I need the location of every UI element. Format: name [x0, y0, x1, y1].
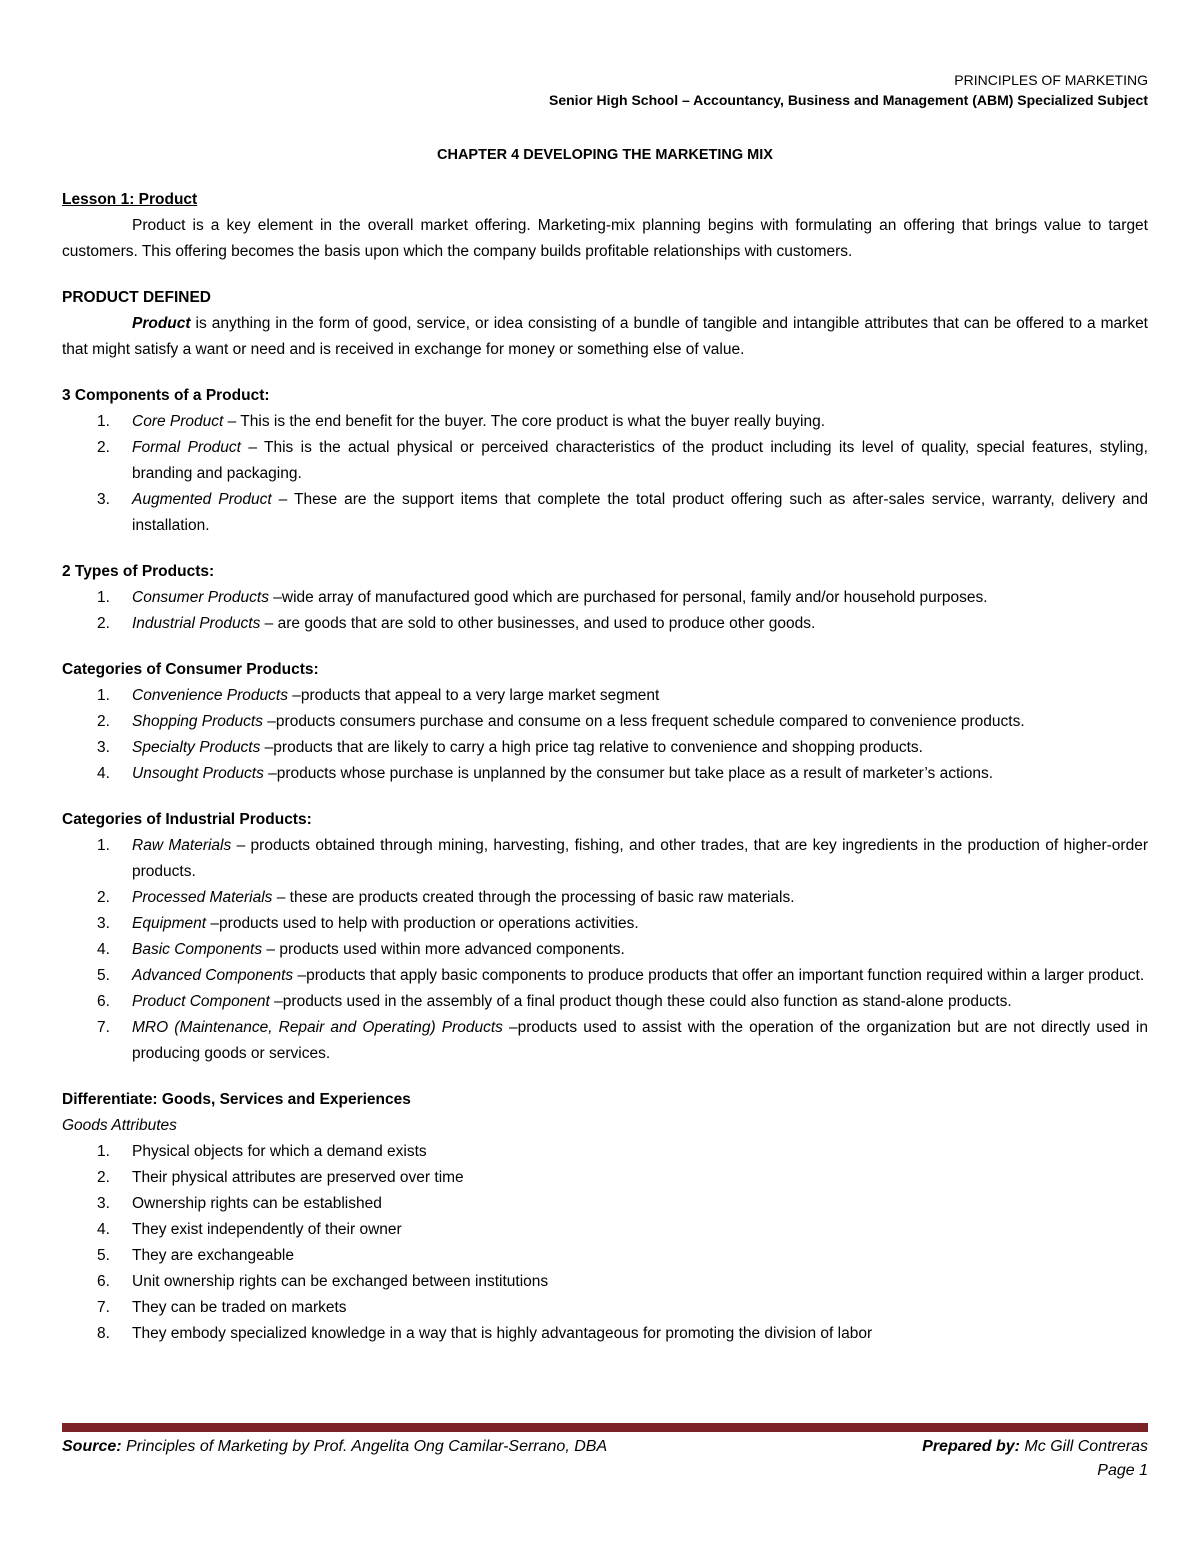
list-item-number: 4.: [97, 765, 110, 782]
list-item: [62, 585, 1148, 611]
types-heading: 2 Types of Products:: [62, 563, 215, 580]
list-item: [62, 1321, 1148, 1347]
prepared-label: Prepared by:: [922, 1438, 1020, 1455]
list-item-text: They are exchangeable: [132, 1247, 295, 1264]
goods-attributes-list: [62, 1139, 1148, 1347]
list-item-number: 8.: [97, 1325, 110, 1342]
list-item-term: Augmented Product: [132, 491, 272, 508]
list-item: [62, 1139, 1148, 1165]
list-item-text: – products obtained through mining, harvesting, fishing, and other trades, that are key ingredients in the production of higher-order products.: [132, 837, 1148, 880]
list-item: [62, 937, 1148, 963]
list-item: [62, 1243, 1148, 1269]
list-item-text: – these are products created through the processing of basic raw materials.: [272, 889, 795, 906]
list-item-text: –products used to assist with the operation of the organization but are not directly used in producing goods or services.: [132, 1019, 1148, 1062]
list-item-number: 3.: [97, 739, 110, 756]
list-item: [62, 963, 1148, 989]
footer-source: [62, 1435, 607, 1459]
list-item-term: Equipment: [132, 915, 207, 932]
industrial-categories-list: [62, 833, 1148, 1067]
page-number: Page 1: [1097, 1462, 1148, 1479]
list-item-text: Their physical attributes are preserved over time: [132, 1169, 464, 1186]
list-item-number: 4.: [97, 941, 110, 958]
header-strand: Senior High School – Accountancy, Business and Management (ABM) Specialized Subject: [549, 92, 1148, 108]
product-defined-heading: PRODUCT DEFINED: [62, 289, 211, 306]
list-item-number: 1.: [97, 687, 110, 704]
list-item-number: 7.: [97, 1299, 110, 1316]
list-item-number: 7.: [97, 1019, 110, 1036]
list-item-number: 6.: [97, 993, 110, 1010]
list-item-number: 6.: [97, 1273, 110, 1290]
list-item-number: 1.: [97, 589, 110, 606]
industrial-categories-heading: Categories of Industrial Products:: [62, 811, 312, 828]
list-item: [62, 885, 1148, 911]
list-item-term: Formal Product: [132, 439, 241, 456]
list-item: [62, 1269, 1148, 1295]
document-body: [62, 187, 1148, 1347]
differentiate-heading: Differentiate: Goods, Services and Experiences: [62, 1091, 411, 1108]
list-item: [62, 735, 1148, 761]
list-item: [62, 611, 1148, 637]
list-item: [62, 683, 1148, 709]
list-item-text: They exist independently of their owner: [132, 1221, 402, 1238]
consumer-categories-list: [62, 683, 1148, 787]
list-item-text: –products that are likely to carry a high price tag relative to convenience and shopping products.: [260, 739, 923, 756]
list-item-text: –products whose purchase is unplanned by the consumer but take place as a result of marketer’s actions.: [263, 765, 994, 782]
list-item-text: – This is the actual physical or perceived characteristics of the product including its level of quality, special features, styling, branding and packaging.: [132, 439, 1148, 482]
list-item-number: 5.: [97, 1247, 110, 1264]
list-item-number: 5.: [97, 967, 110, 984]
list-item-text: – products used within more advanced components.: [262, 941, 625, 958]
list-item: [62, 911, 1148, 937]
list-item-number: 1.: [97, 413, 110, 430]
header-subject: PRINCIPLES OF MARKETING: [954, 72, 1148, 88]
lesson-intro: Product is a key element in the overall market offering. Marketing-mix planning begins with formulating an offering that brings value to target customers. This offering becomes the basis upon which the company builds profitable relationships with customers.: [62, 217, 1148, 260]
footer-prepared-by: [922, 1435, 1148, 1459]
list-item-term: Processed Materials: [132, 889, 273, 906]
list-item: [62, 487, 1148, 539]
list-item: [62, 435, 1148, 487]
lesson-heading: Lesson 1: Product: [62, 191, 198, 208]
components-list: [62, 409, 1148, 539]
list-item-term: Convenience Products: [132, 687, 288, 704]
list-item-text: They embody specialized knowledge in a way that is highly advantageous for promoting the division of labor: [132, 1325, 873, 1342]
chapter-title: CHAPTER 4 DEVELOPING THE MARKETING MIX: [437, 147, 773, 163]
list-item-term: Specialty Products: [132, 739, 261, 756]
list-item-text: –wide array of manufactured good which are purchased for personal, family and/or household purposes.: [268, 589, 988, 606]
list-item-number: 2.: [97, 439, 110, 456]
list-item-term: Shopping Products: [132, 713, 263, 730]
prepared-text: Mc Gill Contreras: [1019, 1438, 1148, 1455]
list-item-number: 2.: [97, 889, 110, 906]
list-item-term: Advanced Components: [132, 967, 294, 984]
list-item-number: 3.: [97, 915, 110, 932]
product-term: Product: [132, 315, 191, 332]
list-item-number: 1.: [97, 837, 110, 854]
list-item-text: –products that apply basic components to produce products that offer an important function required within a larger product.: [293, 967, 1145, 984]
list-item-term: Consumer Products: [132, 589, 269, 606]
list-item-text: Physical objects for which a demand exists: [132, 1143, 427, 1160]
list-item-text: Unit ownership rights can be exchanged between institutions: [132, 1273, 549, 1290]
product-definition-text: is anything in the form of good, service, or idea consisting of a bundle of tangible and intangible attributes that can be offered to a market that might satisfy a want or need and is received in exchange for money or something else of value.: [62, 315, 1148, 358]
list-item-term: Core Product: [132, 413, 224, 430]
list-item-text: – These are the support items that complete the total product offering such as after-sales service, warranty, delivery and installation.: [132, 491, 1148, 534]
footer-rule: [62, 1423, 1148, 1432]
list-item-text: –products that appeal to a very large market segment: [287, 687, 660, 704]
list-item-term: Basic Components: [132, 941, 263, 958]
list-item-number: 4.: [97, 1221, 110, 1238]
list-item: [62, 1015, 1148, 1067]
list-item-term: Unsought Products: [132, 765, 264, 782]
list-item: [62, 1165, 1148, 1191]
list-item-text: –products used in the assembly of a final product though these could also function as stand-alone products.: [269, 993, 1012, 1010]
list-item: [62, 989, 1148, 1015]
list-item-text: – This is the end benefit for the buyer. The core product is what the buyer really buying.: [223, 413, 826, 430]
list-item: [62, 833, 1148, 885]
list-item-number: 1.: [97, 1143, 110, 1160]
source-text: Principles of Marketing by Prof. Angelita Ong Camilar-Serrano, DBA: [121, 1438, 608, 1455]
list-item-number: 2.: [97, 615, 110, 632]
goods-attributes-subheading: Goods Attributes: [62, 1117, 177, 1134]
list-item-number: 2.: [97, 1169, 110, 1186]
components-heading: 3 Components of a Product:: [62, 387, 270, 404]
list-item: [62, 409, 1148, 435]
source-label: Source:: [62, 1438, 122, 1455]
product-definition: [62, 311, 1148, 363]
list-item-term: Product Component: [132, 993, 270, 1010]
list-item: [62, 761, 1148, 787]
list-item: [62, 1217, 1148, 1243]
list-item-text: –products consumers purchase and consume on a less frequent schedule compared to convenience products.: [262, 713, 1025, 730]
list-item: [62, 1191, 1148, 1217]
list-item-number: 3.: [97, 1195, 110, 1212]
list-item-term: MRO (Maintenance, Repair and Operating) Products: [132, 1019, 503, 1036]
list-item-term: Industrial Products: [132, 615, 261, 632]
list-item-text: Ownership rights can be established: [132, 1195, 382, 1212]
list-item: [62, 1295, 1148, 1321]
list-item: [62, 709, 1148, 735]
list-item-number: 3.: [97, 491, 110, 508]
consumer-categories-heading: Categories of Consumer Products:: [62, 661, 319, 678]
document-page: [62, 0, 1148, 1553]
list-item-text: –products used to help with production or operations activities.: [206, 915, 639, 932]
list-item-text: They can be traded on markets: [132, 1299, 347, 1316]
list-item-text: – are goods that are sold to other businesses, and used to produce other goods.: [260, 615, 816, 632]
list-item-number: 2.: [97, 713, 110, 730]
types-list: [62, 585, 1148, 637]
list-item-term: Raw Materials: [132, 837, 232, 854]
